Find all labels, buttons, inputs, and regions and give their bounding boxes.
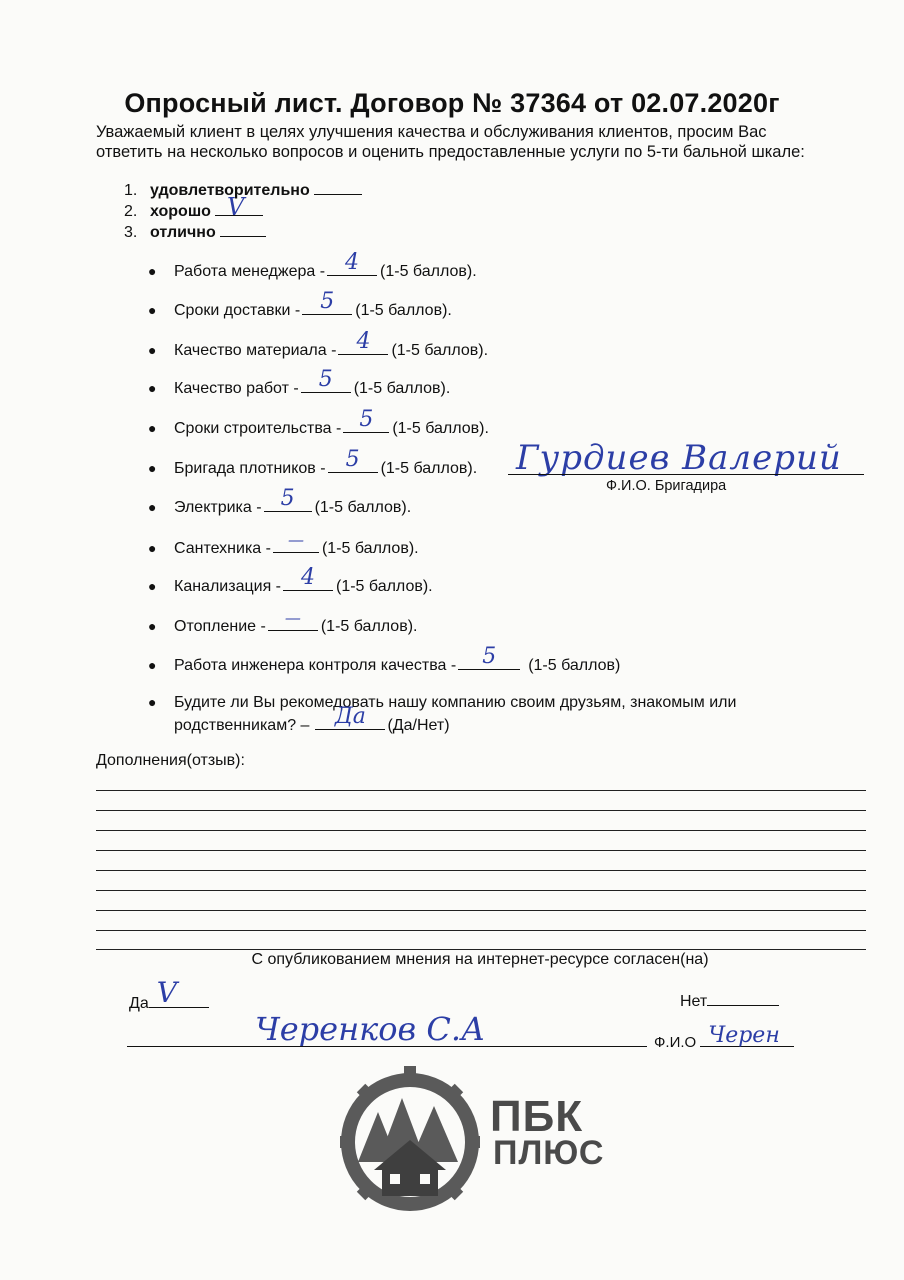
yes-field[interactable] xyxy=(149,976,209,1009)
recommend-prefix: родственникам? – xyxy=(174,717,310,734)
recommend-question xyxy=(148,692,736,736)
yes-label: Да xyxy=(129,995,149,1012)
rating-item xyxy=(148,407,489,438)
check-mark: V xyxy=(226,193,245,221)
bullet: ● xyxy=(148,657,157,673)
rating-answer-field[interactable]: 4 xyxy=(327,259,377,276)
scale-number: 3. xyxy=(124,224,138,241)
rating-suffix: (1-5 баллов). xyxy=(353,380,451,397)
rating-suffix: (1-5 баллов) xyxy=(528,657,621,674)
rating-suffix: (1-5 баллов). xyxy=(320,618,418,635)
feedback-line[interactable] xyxy=(96,790,866,791)
feedback-label: Дополнения(отзыв): xyxy=(96,752,245,769)
rating-suffix: (1-5 баллов). xyxy=(314,499,412,516)
rating-label: Канализация - xyxy=(174,578,281,595)
scale-row-3 xyxy=(124,222,362,243)
foreman-label: Ф.И.О. Бригадира xyxy=(606,478,727,494)
rating-answer-field[interactable]: 5 xyxy=(328,456,378,473)
rating-item xyxy=(148,289,452,320)
logo-text-line-2: ПЛЮС xyxy=(493,1134,605,1172)
rating-item xyxy=(148,329,489,360)
logo-text-line-1: ПБК xyxy=(490,1092,584,1141)
rating-label: Сроки доставки - xyxy=(174,302,301,319)
intro-line-1: Уважаемый клиент в целях улучшения качества и обслуживания клиентов, просим Вас xyxy=(96,123,767,141)
consent-no xyxy=(680,991,779,1011)
consent-text: С опубликованием мнения на интернет-ресурсе согласен(на) xyxy=(251,951,709,968)
bullet: ● xyxy=(148,460,157,476)
no-label: Нет xyxy=(680,993,708,1010)
bullet: ● xyxy=(148,540,157,556)
rating-answer-field[interactable]: — xyxy=(268,614,318,631)
scale-mark-field[interactable] xyxy=(314,180,362,195)
rating-suffix: (1-5 баллов). xyxy=(355,302,452,319)
rating-answer-field[interactable]: 5 xyxy=(343,416,389,433)
rating-answer-field[interactable]: — xyxy=(273,536,319,553)
bullet: ● xyxy=(148,578,157,594)
bullet: ● xyxy=(148,342,157,358)
rating-item xyxy=(148,565,433,596)
document-title: Опросный лист. Договор № 37364 от 02.07.2020г xyxy=(124,88,780,118)
consent-yes xyxy=(129,976,209,1013)
foreman-signature: Гурдиев Валерий xyxy=(516,438,842,478)
rating-label: Работа инженера контроля качества - xyxy=(174,657,457,674)
scale-mark-field[interactable] xyxy=(220,222,266,237)
feedback-line[interactable] xyxy=(96,890,866,891)
rating-answer-field[interactable]: 5 xyxy=(458,653,520,670)
rating-label: Бригада плотников - xyxy=(174,460,326,477)
client-signature: Черен xyxy=(708,1023,780,1048)
client-name-line[interactable] xyxy=(127,1046,647,1047)
rating-label: Электрика - xyxy=(174,499,262,516)
rating-label: Качество материала - xyxy=(174,342,337,359)
rating-item xyxy=(148,250,477,281)
rating-label: Сроки строительства - xyxy=(174,420,342,437)
rating-suffix: (1-5 баллов). xyxy=(392,420,489,437)
feedback-line[interactable] xyxy=(96,850,866,851)
bullet: ● xyxy=(148,420,157,436)
rating-label: Отопление - xyxy=(174,618,266,635)
feedback-line[interactable] xyxy=(96,910,866,911)
scale-mark-field[interactable] xyxy=(215,193,263,221)
rating-suffix: (1-5 баллов). xyxy=(336,578,433,595)
rating-suffix: (1-5 баллов). xyxy=(380,460,478,477)
rating-label: Работа менеджера - xyxy=(174,263,326,280)
check-mark: V xyxy=(156,976,177,1009)
bullet: ● xyxy=(148,302,157,318)
rating-scale xyxy=(124,180,362,243)
scale-word: удовлетворительно xyxy=(150,182,310,199)
rating-answer-field[interactable]: 4 xyxy=(283,574,333,591)
rating-answer-field[interactable]: 4 xyxy=(338,338,388,355)
feedback-line[interactable] xyxy=(96,810,866,811)
bullet: ● xyxy=(148,499,157,515)
client-signature-field[interactable] xyxy=(700,1023,794,1048)
feedback-line[interactable] xyxy=(96,830,866,831)
rating-answer-field[interactable]: 5 xyxy=(264,495,312,512)
bullet: ● xyxy=(148,380,157,396)
scale-row-2 xyxy=(124,193,362,222)
no-field[interactable] xyxy=(707,991,779,1006)
feedback-line[interactable] xyxy=(96,949,866,950)
rating-label: Сантехника - xyxy=(174,540,271,557)
client-name-handwritten: Черенков С.А xyxy=(255,1010,486,1048)
recommend-suffix: (Да/Нет) xyxy=(387,717,450,734)
client-signature-block xyxy=(654,1023,794,1051)
recommend-line-1: Будите ли Вы рекомедовать нашу компанию своим друзьям, знакомым или xyxy=(174,694,737,711)
feedback-line[interactable] xyxy=(96,930,866,931)
rating-suffix: (1-5 баллов). xyxy=(321,540,419,557)
rating-item xyxy=(148,447,478,478)
intro-line-2: ответить на несколько вопросов и оценить предоставленные услуги по 5-ти бальной шкале: xyxy=(96,143,805,161)
rating-answer-field[interactable]: 5 xyxy=(302,298,352,315)
rating-suffix: (1-5 баллов). xyxy=(380,263,477,280)
foreman-line[interactable] xyxy=(508,474,864,475)
bullet: ● xyxy=(148,263,157,279)
rating-item xyxy=(148,608,418,636)
recommend-answer-field[interactable]: Да xyxy=(315,713,385,730)
scale-word: отлично xyxy=(150,224,216,241)
scale-number: 2. xyxy=(124,203,138,220)
rating-item xyxy=(148,530,419,558)
bullet: ● xyxy=(148,618,157,634)
rating-answer-field[interactable]: 5 xyxy=(301,376,351,393)
bullet: ● xyxy=(148,694,157,710)
scale-number: 1. xyxy=(124,182,138,199)
rating-item xyxy=(148,644,621,675)
intro-text xyxy=(96,122,866,162)
fio-label: Ф.И.О xyxy=(654,1034,697,1051)
rating-item xyxy=(148,367,451,398)
scale-word: хорошо xyxy=(150,203,211,220)
feedback-line[interactable] xyxy=(96,870,866,871)
rating-item xyxy=(148,486,412,517)
rating-label: Качество работ - xyxy=(174,380,299,397)
rating-suffix: (1-5 баллов). xyxy=(391,342,489,359)
